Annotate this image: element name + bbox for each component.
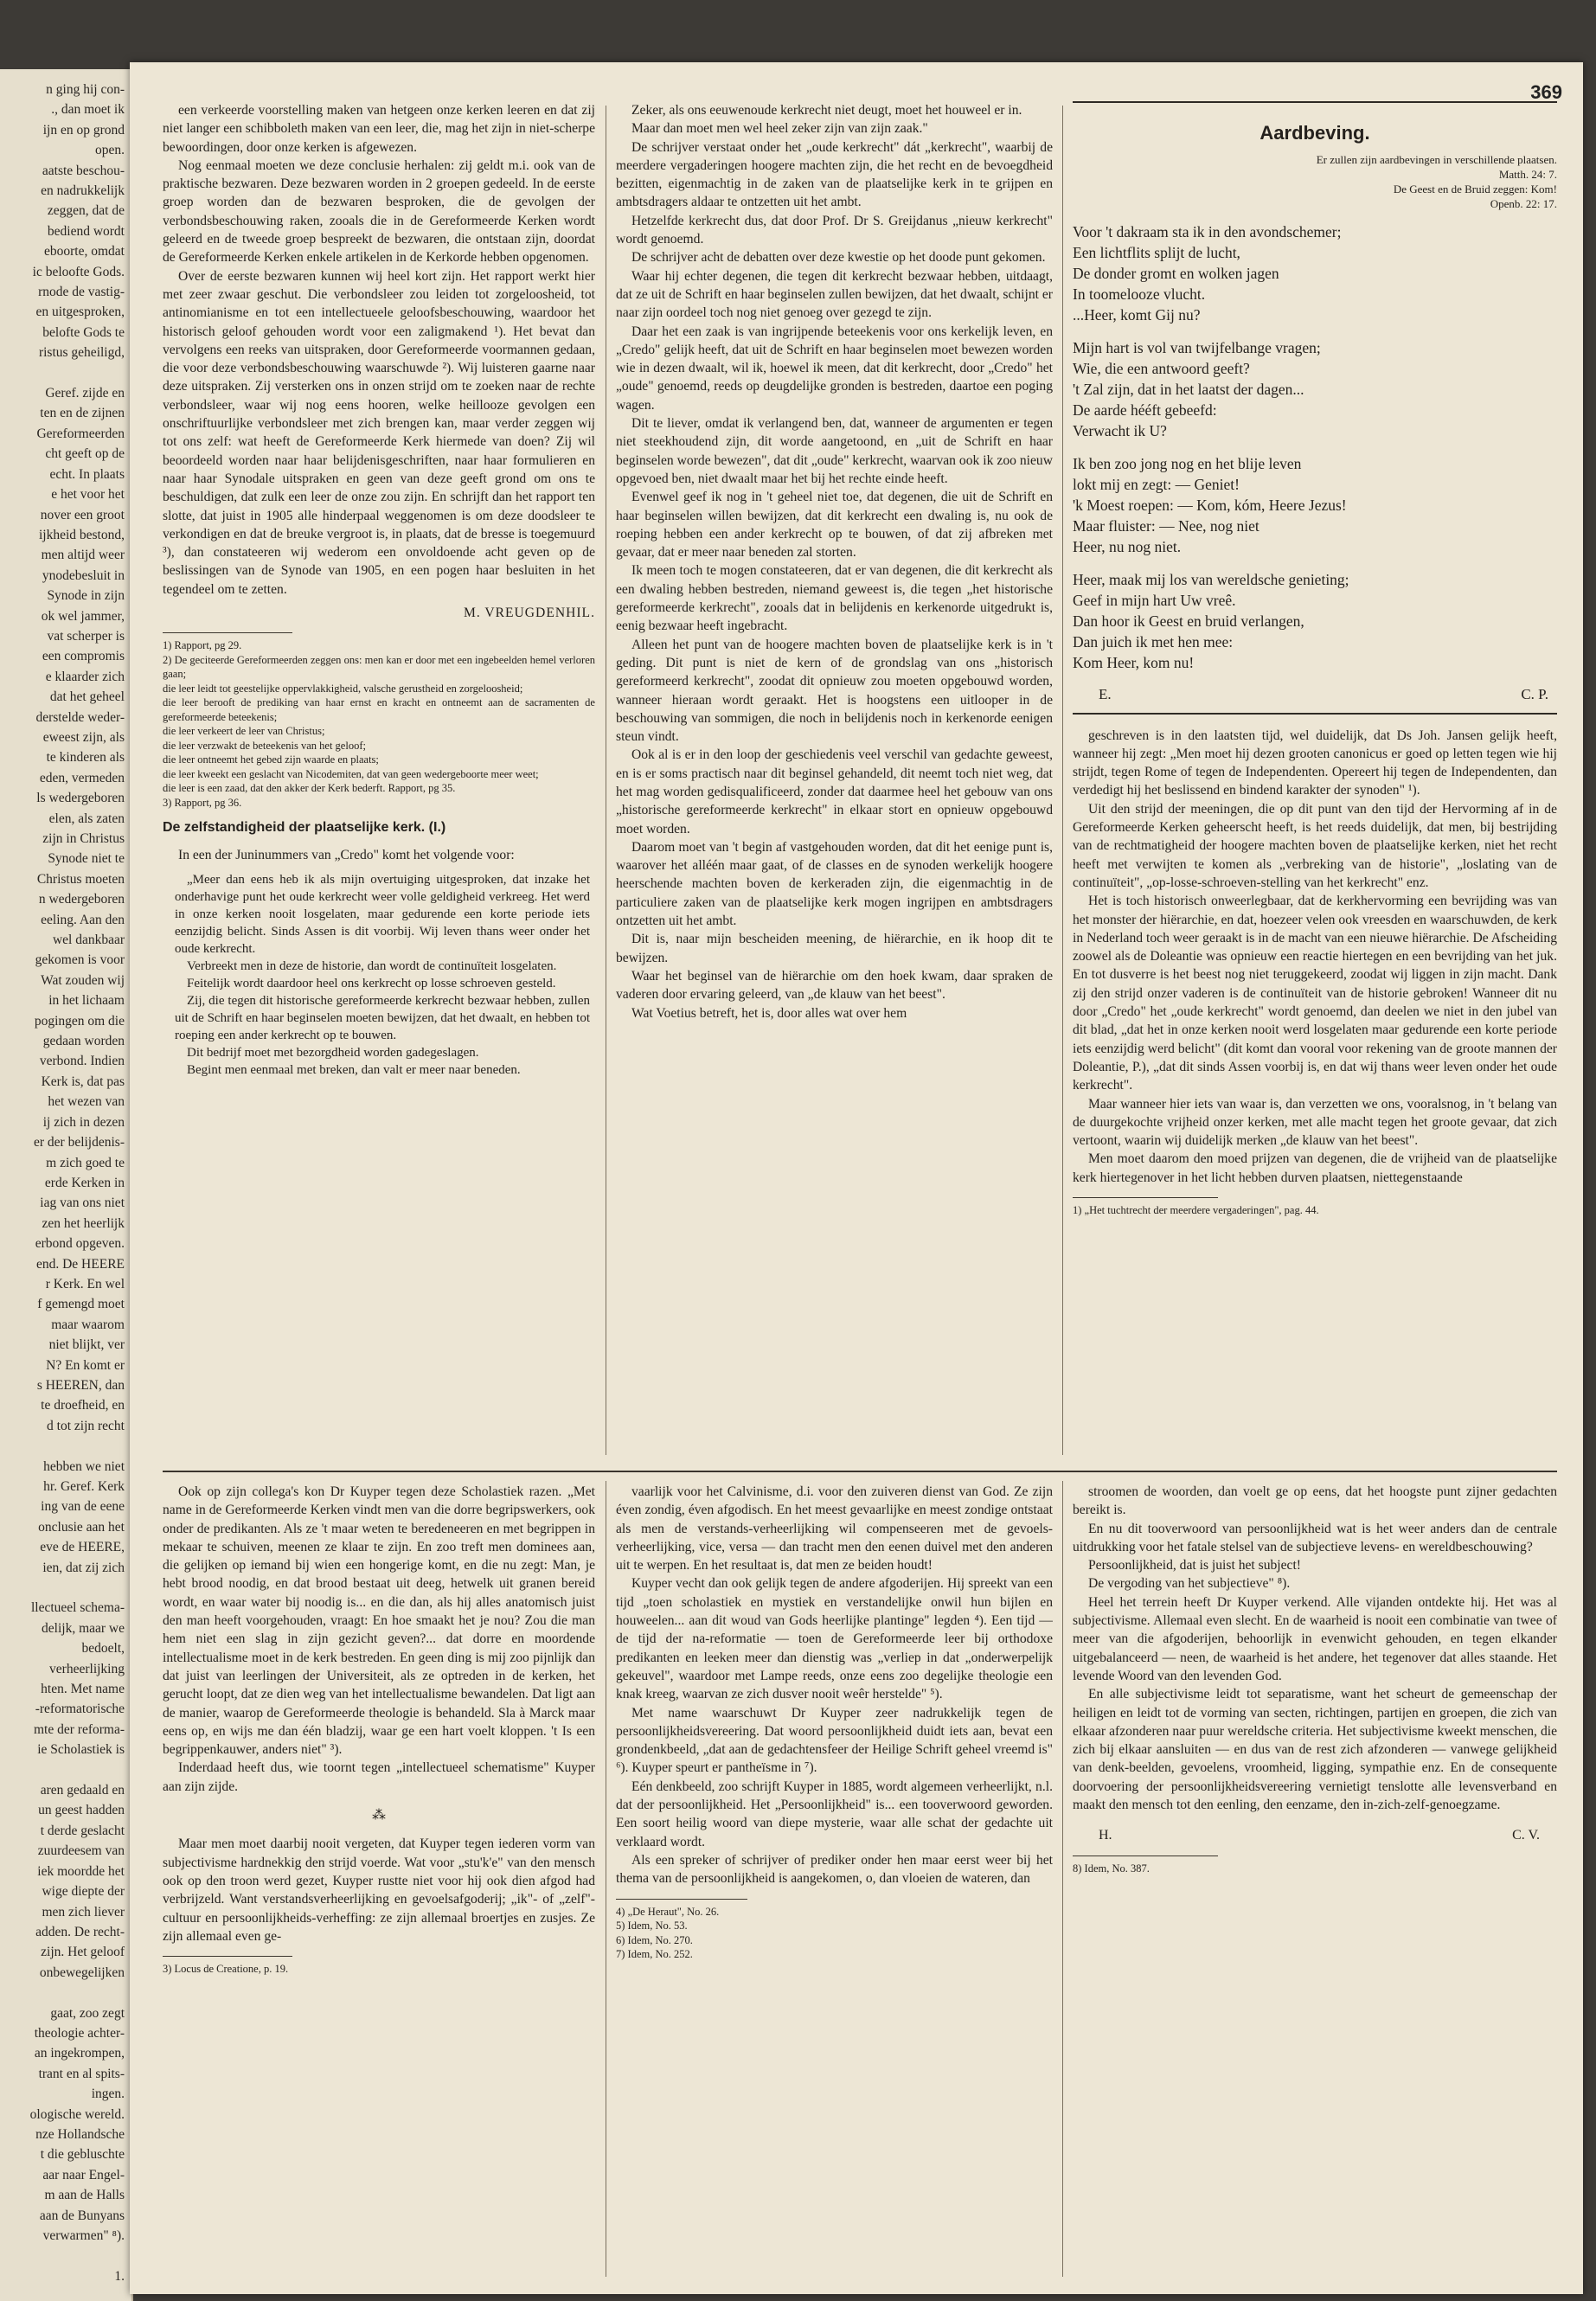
previous-page-line: onclusie aan het [38,1519,125,1535]
previous-page-line: zen het heerlijk [42,1215,125,1231]
paragraph: Nog eenmaal moeten we deze conclusie herhalen: zij geldt m.i. ook van de praktische bezwaren. Deze bezwaren worden in 2 groepen gedeeld. In de eerste groep worden dan de bezwaren besproken, die de gevolgen der verbondsbeschouwing raken, zooals die in de Gereformeerde Kerken wordt geleerd en de tweede groep bespreekt de bezwaren, die ontstaan zijn, doordat de Gereformeerde Kerken enkele artikelen in de Kerkorde hebben opgenomen. [163,157,595,266]
previous-page-line: verwarmen" ⁸). [42,2227,125,2243]
previous-page-line: e het voor het [51,487,125,503]
paragraph: Over de eerste bezwaren kunnen wij heel kort zijn. Het rapport werkt hier met zeer zwaar geschut. Die verbondsleer zou leiden tot zorgeloosheid, tot antinomianisme en tot een intellectueele geloofsbeschouwing, waardoor het historisch geloof gehouden wordt voor een zaligmakend ¹). Het bevat dan vervolgens een reeks van uitspraken, door Gereformeerde voormannen gedaan, die voor deze verbondsbeschouwing waarschuwde ²). Wij luisteren gaarne naar deze uitspraken. Zij versterken ons in onzen strijd om te zoeken naar de rechte verbondsleer, waar wij nog eens hooren, welke heillooze gevolgen een onschriftuurlijke verbondsleer met zich brengen kan, maar verder zeggen wij tot ons zelf: wat heeft de Gereformeerde Kerk hiermede van doen? Zij wil beoordeeld worden naar haar belijdenisgeschriften, naar haar formulieren en naar haar Synodale uitspraken en geen van deze geeft grond om ons te beschuldigen, dat zulk een leer de onze zou zijn. En schrijft dan het rapport ten slotte, dat juist in 1905 alle hinderpaal weggenomen is om deze doodsleer te verkondigen en dat de breuke vergroot is, in plaats, dat de bresse is toegemuurd ³), dan constateeren wij wederom een onvoldoende acht geven op de beslissingen van de Synode van 1905, en een pogen haar besluiten in het tegendeel om te zetten. [163,268,595,597]
previous-page-line: mte der reforma- [34,1721,125,1737]
paragraph: Wat Voetius betreft, het is, door alles wat over hem [631,1005,907,1021]
paragraph: En nu dit tooverwoord van persoonlijkheid wat is het weer anders dan de centrale uitdrukking voor het fatale stelsel van de subjectieve levens- en wereldbeschouwing? [1073,1521,1557,1554]
previous-page-line: nze Hollandsche [35,2126,125,2142]
footnote-line: die leer is een zaad, dat den akker der Kerk bederft. Rapport, pg 35. [163,782,456,795]
previous-page-line: Synode niet te [48,851,125,867]
section-ornament: ⁂ [372,1808,386,1823]
previous-page-line: derstelde weder- [35,709,125,725]
poem-line: Mijn hart is vol van twijfelbange vragen; [1073,339,1321,357]
poem-line: Heer, maak mij los van wereldsche genieting; [1073,571,1349,589]
quote-paragraph: Begint men eenmaal met breken, dan valt er meer naar beneden. [187,1062,521,1077]
author-sign-left: H. [1099,1828,1112,1843]
paragraph: Maar dan moet men wel heel zeker zijn van zijn zaak." [631,121,928,137]
previous-page-line: zuurdeesem van [37,1843,125,1859]
paragraph: Inderdaad heeft dus, wie toornt tegen „intellectueel schematisme" Kuyper aan zijn zijde. [163,1760,595,1794]
poem-line: 't Zal zijn, dat in het laatst der dagen... [1073,381,1304,399]
poem-epigraph: De Geest en de Bruid zeggen: Kom! [1393,183,1557,196]
previous-page-line: t die gebluschte [40,2147,125,2163]
previous-page-line: hr. Geref. Kerk [43,1479,125,1494]
poem-box [1073,101,1557,715]
quote-paragraph: Feitelijk wordt daardoor heel ons kerkrecht op losse schroeven gesteld. [187,976,556,990]
previous-page-line: bediend wordt [47,223,125,239]
previous-page-line: een compromis [42,649,125,664]
previous-page-line: m zich goed te [46,1155,125,1170]
previous-page-line: aar naar Engel- [42,2167,125,2182]
poem-line: Geef in mijn hart Uw vreê. [1073,592,1236,610]
lower-column-1 [163,1483,595,2283]
footnote-divider [163,1956,292,1957]
previous-page-line: r Kerk. En wel [45,1276,125,1292]
previous-page-line: adden. De recht- [35,1924,125,1939]
previous-page-line: gekomen is voor [35,952,125,968]
previous-page-line: ten en de zijnen [40,406,125,421]
block-quote [175,871,590,1079]
previous-page-line: erbond opgeven. [35,1236,125,1252]
previous-page-line [0,363,125,383]
poem-epigraph: Openb. 22: 17. [1490,197,1557,211]
paragraph: Maar men moet daarbij nooit vergeten, dat Kuyper tegen iederen vorm van subjectivisme hardnekkig den strijd voerde. Wat voor „stu'k'e" van den mensch ook op den troon werd gezet, Kuyper rustte niet voor hij ook dien afgod had verbrijzeld. Want verstandsverheerlijking en gevoelsafgoderij; „ik"- of „zelf"-cultuur en persoonlijkheids-verheffing: ze zijn allemaal broertjes en zusjes. Ze zijn allemaal even ge- [163,1836,595,1944]
footnote-line: 6) Idem, No. 270. [616,1933,693,1946]
previous-page-line: wige diepte der [42,1884,125,1900]
poem-line: Maar fluister: — Nee, nog niet [1073,517,1259,535]
paragraph: Ook al is er in den loop der geschiedenis veel verschil van gedachte geweest, en is er soms practisch naar dit beginsel gehandeld, dit neemt toch niet weg, dat het mag worden gedisqualificeerd, zonder dat daarmee heel het gebouw van ons „historische gereformeerde kerkrecht" in elkaar stort en opnieuw opgebouwd moet worden. [616,747,1053,836]
previous-page-line: llectueel schema- [30,1600,125,1616]
previous-page-line: n wedergeboren [38,892,125,907]
poem-line: Een lichtflits splijt de lucht, [1073,244,1240,262]
previous-page-line: en uitgesproken, [35,304,125,320]
previous-page-line: het wezen van [48,1094,125,1110]
previous-page-line: bedoelt, [81,1641,125,1657]
poem-stanza [1073,569,1557,673]
previous-page-line: gaat, zoo zegt [50,2005,125,2021]
footnote-line: die leer verkeert de leer van Christus; [163,725,325,738]
previous-page-line: ijn en op grond [42,122,125,138]
paragraph: Persoonlijkheid, dat is juist het subject! [1088,1558,1302,1574]
previous-page-line: ien, dat zij zich [42,1560,125,1575]
previous-page-line: Kerk is, dat pas [41,1074,125,1089]
previous-page-line: trant en al spits- [38,2066,125,2081]
paragraph: En alle subjectivisme leidt tot separatisme, want het scheurt de gemeenschap der heiligen en leidt tot de vorming van secten, richtingen, partijen en groepen, die zich van elkaar afzonderen naar puur wereldsche criteria. Het subjectivisme kweekt menschen, die zich bij elkaar aansluiten — en dus van de rest zich afzonderen — vanwege gelijkheid van denk-beelden, gevoelens, vroomheid, ligging, sympathie enz. En de consequente doorvoering der persoonlijkheidsvereering vernietigt tenslotte alle levensverband en maakt den mensch tot den eenling, den eenzame, den in-zich-zelf-genoegzame. [1073,1687,1557,1813]
previous-page-line [0,2246,125,2266]
footnote [1073,1203,1557,1218]
paragraph: Dit is, naar mijn bescheiden meening, de hiërarchie, en ik hoop dit te bewijzen. [616,932,1053,965]
previous-page-line: zijn. Het geloof [41,1945,125,1960]
previous-page-line: er der belijdenis- [33,1135,125,1150]
previous-page-line: nover een groot [40,507,125,522]
poem-epigraph: Matth. 24: 7. [1498,168,1557,182]
poem-line: Dan juich ik met hen mee: [1073,633,1234,651]
previous-page-line [0,1760,125,1780]
previous-page-line: an ingekrompen, [34,2046,125,2061]
previous-page-line: wel dankbaar [52,933,125,948]
poem-body [1073,221,1557,673]
previous-page-line: t derde geslacht [40,1823,125,1838]
paragraph: De schrijver acht de debatten over deze kwestie op het doode punt gekomen. [631,250,1046,266]
article-intro: In een der Juninummers van „Credo" komt het volgende voor: [178,847,515,862]
poem-epigraph: Er zullen zijn aardbevingen in verschillende plaatsen. [1316,153,1557,167]
previous-page-line: ristus geheiligd, [38,345,125,361]
previous-page-line: eweest zijn, als [42,729,125,745]
previous-page-line: 1. [114,2268,125,2284]
previous-page-line: ij zich in dezen [42,1114,125,1130]
previous-page-line: Gereformeerden [36,426,125,441]
previous-page-line: end. De HEERE [35,1256,125,1272]
paragraph: Het is toch historisch onweerlegbaar, dat de kerkhervorming een bevrijding was van het monster der hiërarchie, en dat, hoezeer velen ook vreesden en waarschuwden, de kerk in Nederland toch weer geraakt is in de macht van een nieuwe hiërarchie. De Afscheiding zoowel als de Doleantie was opnieuw een reactie hiertegen en een bevrijding van het juk. En tot dusverre is het beest nog niet teruggekeerd, zoodat wij liggen in zijn macht. Dank zij den strijd onzer vaderen is de continuïteit van de historie gebroken! Wanneer dit nu door „Credo" het „oude kerkrecht" wordt genoemd, dan deelen we niet in den jubel van dit blad, „dat het in onze kerken nooit werd losgelaten maar gedurende een korte periode iets eenzijdig werd belicht" (dit komt dan vooral voor rekening van de groote mannen der Doleantie, P.), „dat dit sinds Assen voorbij is, en dat wij thans weer leven onder het oude kerkrecht". [1073,894,1557,1093]
previous-page-line: ls wedergeboren [36,791,125,806]
previous-page-line: N? En komt er [46,1357,125,1373]
previous-page-line [0,1436,125,1456]
poem-title: Aardbeving. [1259,122,1370,144]
paragraph: Als een spreker of schrijver of prediker onder hen maar eerst weer bij het thema van de persoonlijkheid is aangekomen, o, dan vloeien de wateren, dan [616,1852,1053,1887]
previous-page-line: f gemengd moet [37,1297,125,1312]
footnotes [163,638,595,810]
poem-sign-left: E. [1099,686,1112,703]
previous-page-line: zijn in Christus [42,831,125,847]
previous-page-line: gedaan worden [42,1034,125,1049]
poem-line: ...Heer, komt Gij nu? [1073,306,1201,324]
previous-page-line: iek moordde het [37,1863,125,1879]
previous-page-line: d tot zijn recht [47,1418,125,1433]
paragraph: Ik meen toch te mogen constateeren, dat er van degenen, die dit kerkrecht als een dwaling hebben bestreden, niemand geweest is, die tegen „het historische gereformeerde kerkrecht", zooals dat in belijdenis en kerkenorde uitgedrukt is, eenig bezwaar heeft ingebracht. [616,563,1053,634]
previous-page-line: Synode in zijn [47,588,125,604]
paragraph: stroomen de woorden, dan voelt ge op eens, dat het hoogste punt zijner gedachten bereikt is. [1073,1484,1557,1518]
paragraph: Daar het een zaak is van ingrijpende beteekenis voor ons kerkelijk leven, en „Credo" gelijk heeft, dat uit de Schrift en haar beginselen moet bewezen worden wie in dezen dwaalt, wil ik, hoewel ik meen, dat dit kerkrecht, door „Credo" het „oude" genoemd, reeds op deugdelijke gronden is bestreden, daartoe een poging wagen. [616,324,1053,413]
paragraph: Eén denkbeeld, zoo schrijft Kuyper in 1885, wordt algemeen verheerlijkt, n.l. dat der persoonlijkheid. Het „Persoonlijkheid" is... een tooverwoord geworden. Een soort heilig woord van diepe mysterie, waar alle schat der gedachte uit verklaard wordt. [616,1779,1053,1849]
quote-paragraph: Dit bedrijf moet met bezorgdheid worden gadegeslagen. [187,1045,479,1060]
footnote-line: die leer berooft de prediking van haar ernst en kracht en ontneemt aan de sacramenten de gereformeerde beteekenis; [163,696,595,723]
footnotes [616,1905,1053,1962]
previous-page-line: cht geeft op de [45,446,125,462]
previous-page-line: delijk, maar we [42,1620,125,1636]
previous-page-line: aatste beschou- [42,163,125,178]
previous-page-line: verbond. Indien [39,1054,125,1069]
footnote-divider [1073,1197,1218,1198]
previous-page-line: ok wel jammer, [41,608,125,624]
poem-line: De aarde hééft gebeefd: [1073,401,1217,420]
previous-page-line: open. [94,143,125,158]
previous-page-line: ologische wereld. [29,2106,125,2122]
previous-page-line: ijkheid bestond, [38,527,125,542]
poem-line: Kom Heer, kom nu! [1073,654,1195,672]
paragraph: De vergoding van het subjectieve" ⁸). [1088,1576,1291,1592]
previous-page-line: te droefheid, en [41,1398,125,1413]
paragraph: Heel het terrein heeft Dr Kuyper verkend. Alle vijanden ontdekte hij. Het was al subjectivisme. Allemaal even slecht. En de waarheid is nooit een combinatie van twee of meer van die afgoderijen, behoorlijk in evenwicht gehouden, en tegen elkander uitgebalanceerd — neen, de waarheid is het andere, het tegenover dat alles staande. Het levende Woord van den levenden God. [1073,1594,1557,1683]
paragraph: Met name waarschuwt Dr Kuyper zeer nadrukkelijk tegen de persoonlijkheidsvereering. Dat woord persoonlijkheid duidt iets aan, bevat een grondenkbeeld, „dat aan de gedachtensfeer der Heilige Schrift geheel vreemd is" ⁶). Kuyper speurt er pantheïsme in ⁷). [616,1705,1053,1776]
footnote-line: die leer leidt tot geestelijke oppervlakkigheid, valsche gerustheid en zorgeloosheid; [163,682,523,695]
footnote-line: 2) De geciteerde Gereformeerden zeggen ons: men kan er door met een ingebeelden hemel verloren gaan; [163,653,595,681]
previous-page-line: eboorte, omdat [44,244,125,260]
poem-line: Wie, die een antwoord geeft? [1073,360,1250,378]
footnote [163,1962,595,1977]
footnote-line: 1) Rapport, pg 29. [163,639,242,652]
previous-page-line: Christus moeten [36,871,125,887]
poem-stanza [1073,453,1557,557]
previous-page-line: n ging hij con- [46,82,125,97]
article-column-1 [163,101,595,1459]
previous-page-line: hten. Met name [41,1682,125,1697]
previous-page-line: dat het geheel [49,689,125,705]
column-divider [1062,106,1063,1455]
paragraph: Men moet daarom den moed prijzen van degenen, die de vrijheid van de plaatselijke kerk hiertegenover in het licht hebben durven plaatsen, niettegenstaande [1073,1151,1557,1185]
section-divider [163,1471,1557,1472]
poem-stanza [1073,221,1557,325]
previous-page-line: men zich liever [42,1904,125,1920]
previous-page-line: elen, als zaten [48,811,125,826]
paragraph: Waar het beginsel van de hiërarchie om den hoek kwam, daar spraken de vaderen door ervaring geleerd, van „de klauw van het beest". [616,968,1053,1003]
paragraph: Hetzelfde kerkrecht dus, dat door Prof. Dr S. Greijdanus „nieuw kerkrecht" wordt genoemd. [616,213,1053,247]
previous-page-text [0,69,131,2286]
footnote-divider [163,632,292,633]
previous-page-line: zeggen, dat de [47,203,125,219]
footnote-divider [616,1899,747,1900]
previous-page-line: aan de Bunyans [39,2208,125,2223]
previous-page-line: pogingen om die [34,1013,125,1029]
previous-page-line: men altijd weer [41,548,125,563]
footnote-text: 1) „Het tuchtrecht der meerdere vergaderingen", pag. 44. [1073,1204,1319,1217]
lower-column-3 [1073,1483,1557,2283]
previous-page-line: -reformatorische [35,1702,125,1717]
previous-page-line: maar waarom [51,1317,125,1332]
lower-column-2 [616,1483,1053,2283]
previous-page-line: Geref. zijde en [45,386,125,401]
footnote-line: die leer kweekt een geslacht van Nicodemiten, dat van geen wedergeboorte meer weet; [163,767,539,780]
footnote-line: 4) „De Heraut", No. 26. [616,1905,720,1918]
article-column-2 [616,101,1053,1459]
previous-page-line: eve de HEERE, [40,1540,125,1555]
previous-page-line: niet blijkt, ver [48,1337,125,1353]
previous-page-line: in het lichaam [48,993,125,1009]
previous-page-line: Wat zouden wij [41,972,125,988]
previous-page-line: ie Scholastiek is [37,1742,125,1758]
footnote-line: die leer verzwakt de beteekenis van het geloof; [163,739,366,752]
paragraph: Kuyper vecht dan ook gelijk tegen de andere afgoderijen. Hij spreekt van een tijd „toen scholastiek en mystiek en verstandelijke onwil hun bijlen en houweelen... aan dit woud van Gods heerlijke plantinge" legden ⁴). Een tijd — de tijd der na-reformatie — toen de Gereformeerde leer bij orthodoxe predikanten en leeken meer dan dienstig was „verliep in dat „onderwerpelijk gekeuvel", waardoor met Lampe reeds, onze eens zoo degelijke theologie een knak kreeg, waarvan ze zich dusver nooit weêr herstelde" ⁵). [616,1576,1053,1702]
article-column-3 [1073,101,1557,1459]
footnote-text: 8) Idem, No. 387. [1073,1862,1150,1875]
poem-line: Dan hoor ik Geest en bruid verlangen, [1073,612,1304,631]
previous-page-line [0,1578,125,1598]
previous-page-line: ingen. [91,2086,125,2102]
previous-page-line: aren gedaald en [40,1783,125,1798]
paragraph: Waar hij echter degenen, die tegen dit kerkrecht bezwaar hebben, uitdaagt, dat ze uit de Schrift en haar beginselen zullen bewijzen, dat het dwaalt, schijnt er naar zijn oordeel toch nog niet genoeg over gezegd te zijn. [616,268,1053,321]
newspaper-page [130,62,1583,2294]
paragraph: een verkeerde voorstelling maken van hetgeen onze kerken leeren en dat zij niet langer een schibboleth maken van een leer, die, mag het zijn in niet-scherpe bewoordingen, door onze kerken is afgewezen. [163,103,595,155]
author-signature: M. VREUGDENHIL. [463,606,595,621]
footnote [1073,1862,1557,1876]
paragraph: Ook op zijn collega's kon Dr Kuyper tegen deze Scholastiek razen. „Met name in de Gereformeerde Kerken vindt men van die dorre begripswerkers, ook onder de predikanten. Als ze 't maar weten te beredeneeren en met begrippen in mekaar te schuiven, meenen ze klaar te zijn. En zoo treft men dominees aan, die gelijken op iemand bij wien een hongerige komt, en die nu zegt: Man, je hebt brood noodig, en dat brood bestaat uit deeg, hetwelk uit granen bereid wordt, en waar water bij noodig is... en die dan, als hij alles anatomisch juist den man heeft voorgehouden, vraagt: En hoe smaakt het je nou? Zou die man hem niet een slag in zijn gezicht geven?... dat dorre en moordende intellectualisme moet in de kerk bestreden. En geen ding is mij zoo pijnlijk dan dat juist van leerlingen der Universiteit, als ze optreden in de kerken, het gerucht loopt, dat ze dien weg van het intellectualisme bewandelen. Dat ligt aan de manier, waarop de Gereformeerde theologie is behandeld. Sla à Marck maar eens op, en wijs me dan één bladzij, waar ge een hart voelt kloppen. 't Is een begrippenkauwer, anders niet" ³). [163,1484,595,1758]
footnote-text: 3) Locus de Creatione, p. 19. [163,1963,289,1976]
author-sign-right: C. V. [1512,1828,1540,1843]
paragraph: Alleen het punt van de hoogere machten boven de plaatselijke kerk is in 't geding. Dit punt is niet de kern of de grondslag van ons „historisch gereformeerd kerkrecht", zoodat dit opnieuw zou moeten opgebouwd worden, wanneer hieraan wordt geraakt. Het is hoogstens een uitlooper in de beschouwing van sommigen, die noch in belijdenis noch in kerkenorde eenigen steun vindt. [616,637,1053,745]
poem-line: Verwacht ik U? [1073,422,1167,440]
poem-line: 'k Moest roepen: — Kom, kóm, Heere Jezus! [1073,497,1347,515]
previous-page-line: te kinderen als [46,750,125,766]
previous-page-line: s HEEREN, dan [36,1377,125,1393]
previous-page-line: un geest hadden [38,1803,125,1818]
previous-page-line: echt. In plaats [49,466,125,482]
previous-page-line: ing van de eene [41,1499,125,1515]
previous-page-line: en nadrukkelijk [41,183,125,199]
poem-line: In toomelooze vlucht. [1073,285,1206,304]
previous-page-line: m aan de Halls [44,2188,125,2203]
previous-page-line: verheerlijking [49,1661,125,1676]
previous-page-strip [0,69,133,2301]
poem-line: Voor 't dakraam sta ik in den avondschemer; [1073,223,1342,241]
previous-page-line: e klaarder zich [45,669,125,684]
quote-paragraph: Zij, die tegen dit historische gereformeerde kerkrecht bezwaar hebben, zullen uit de Schrift en haar beginselen moeten bewijzen, dat het dwaalt, en hebben tot roeping een ander kerkrecht op te bouwen. [175,993,590,1042]
footnote-line: 3) Rapport, pg 36. [163,796,242,809]
paragraph: Zeker, als ons eeuwenoude kerkrecht niet deugt, moet het houweel er in. [631,103,1022,118]
paragraph: Uit den strijd der meeningen, die op dit punt van den tijd der Hervorming af in de Gereformeerde Kerken geheerscht heeft, is het reeds duidelijk, dat men, bij bestrijding van de rechtmatigheid der hoogere machten boven de plaatselijke kerken, niet het recht heeft met verwijten te komen als „verbreking van de historie", „loslating van de continuïteit", „op-losse-schroeven-stelling van het kerkrecht" enz. [1073,801,1557,890]
poem-stanza [1073,337,1557,441]
previous-page-line: onbewegelijken [39,1965,125,1980]
previous-page-line: rnode de vastig- [38,285,125,300]
previous-page-line: hebben we niet [43,1458,125,1474]
paragraph: Dit te liever, omdat ik verlangend ben, dat, wanneer de argumenten er tegen niet steekhoudend zijn, dit worde aangetoond, en „uit de Schrift en haar beginselen worde bewezen", dat dit „oude" kerkrecht, waarvan ook ik zoo nieuw opgevoed ben, niet dwaalt maar het bij het rechte einde heeft. [616,416,1053,486]
paragraph: vaarlijk voor het Calvinisme, d.i. voor den zuiveren dienst van God. Ze zijn éven zondig, éven afgodisch. En het meest gevaarlijke en meest zondige ontstaat als men de verstands-verheerlijking wil compenseeren met de gevoels-verheerlijking, vice, versa — dan tracht men den eenen duivel met den anderen uit te werpen. En het resultaat is, dat men ze beiden houdt! [616,1484,1053,1574]
column-divider [1062,1481,1063,2277]
poem-line: Ik ben zoo jong nog en het blije leven [1073,455,1302,473]
footnote-line: 5) Idem, No. 53. [616,1920,688,1932]
page-number: 369 [1530,81,1562,103]
poem-sign-right: C. P. [1521,686,1548,703]
previous-page-line: vat scherper is [47,628,125,644]
footnote-line: 7) Idem, No. 252. [616,1948,693,1961]
previous-page-line: eeling. Aan den [41,912,125,927]
previous-page-line: ., dan moet ik [51,102,125,118]
footnote-line: die leer ontneemt het gebed zijn waarde en plaats; [163,753,379,766]
previous-page-line: belofte Gods te [42,324,125,340]
paragraph: Evenwel geef ik nog in 't geheel niet toe, dat degenen, die uit de Schrift en haar beginselen willen bewijzen, dat dit kerkrecht een dwaling is, nu ook de roeping hebben een ander kerkrecht op te bouwen, of dat zij afbreken met gevaar, dat er meer naar beneden zal storten. [616,490,1053,561]
quote-paragraph: Verbreekt men in deze de historie, dan wordt de continuïteit losgelaten. [187,958,557,973]
paragraph: Daarom moet van 't begin af vastgehouden worden, dat dit het eenige punt is, waarover het alléén maar gaat, of de classes en de synoden werkelijk hoogere heerschende machten boven de kerkeraden zijn, die eigenmachtig in de particuliere zaken van de plaatselijke kerk mogen ingrijpen en ambtsdragers ontzetten uit het ambt. [616,839,1053,929]
previous-page-line: eden, vermeden [39,770,125,785]
poem-line: Heer, nu nog niet. [1073,538,1182,556]
paragraph: Maar wanneer hier iets van waar is, dan verzetten we ons, vooralsnog, in 't belang van de duurgekochte vrijheid onzer kerken, met alle macht tegen het groote gevaar, dat zich vertoont, waarin wij duidelijk merken „de klauw van het beest". [1073,1096,1557,1149]
paragraph: geschreven is in den laatsten tijd, wel duidelijk, dat Ds Joh. Jansen gelijk heeft, wanneer hij zegt: „Men moet hij dezen grooten canonicus er goed op letten tegen wie hij strijdt, tegen Rome of tegen de Independenten. Opereert hij tegen de Independenten, dan verdedigt hij het beslissend en bindend karakter der synoden" ¹). [1073,727,1557,798]
article-heading: De zelfstandigheid der plaatselijke kerk. (I.) [163,820,446,836]
previous-page-line: iag van ons niet [40,1195,125,1211]
previous-page-line: erde Kerken in [44,1175,125,1190]
poem-line: lokt mij en zegt: — Geniet! [1073,476,1240,494]
previous-page-line: theologie achter- [34,2025,125,2041]
paragraph: De schrijver verstaat onder het „oude kerkrecht" dát „kerkrecht", waarbij de meerdere vergaderingen hoogere machten zijn, die het recht en de bevoegdheid bezitten, eigenmachtig in de zaken van de plaatselijke kerk in te grijpen en ambtsdragers aldaar te ontzetten uit het ambt. [616,139,1053,210]
previous-page-line: ynodebesluit in [42,567,125,583]
previous-page-line: ic beloofte Gods. [32,264,125,279]
poem-line: De donder gromt en wolken jagen [1073,265,1279,283]
quote-paragraph: „Meer dan eens heb ik als mijn overtuiging uitgesproken, dat inzake het onderhavige punt het oude kerkrecht weer volle geldigheid verkreeg. Het werd in onze kerken nooit losgelaten, maar gedurende een korte periode iets eenzijdig belicht. Sinds Assen is dit voorbij. Wij leven thans weer onder het oude kerkrecht. [175,872,590,956]
previous-page-line [0,1983,125,2003]
